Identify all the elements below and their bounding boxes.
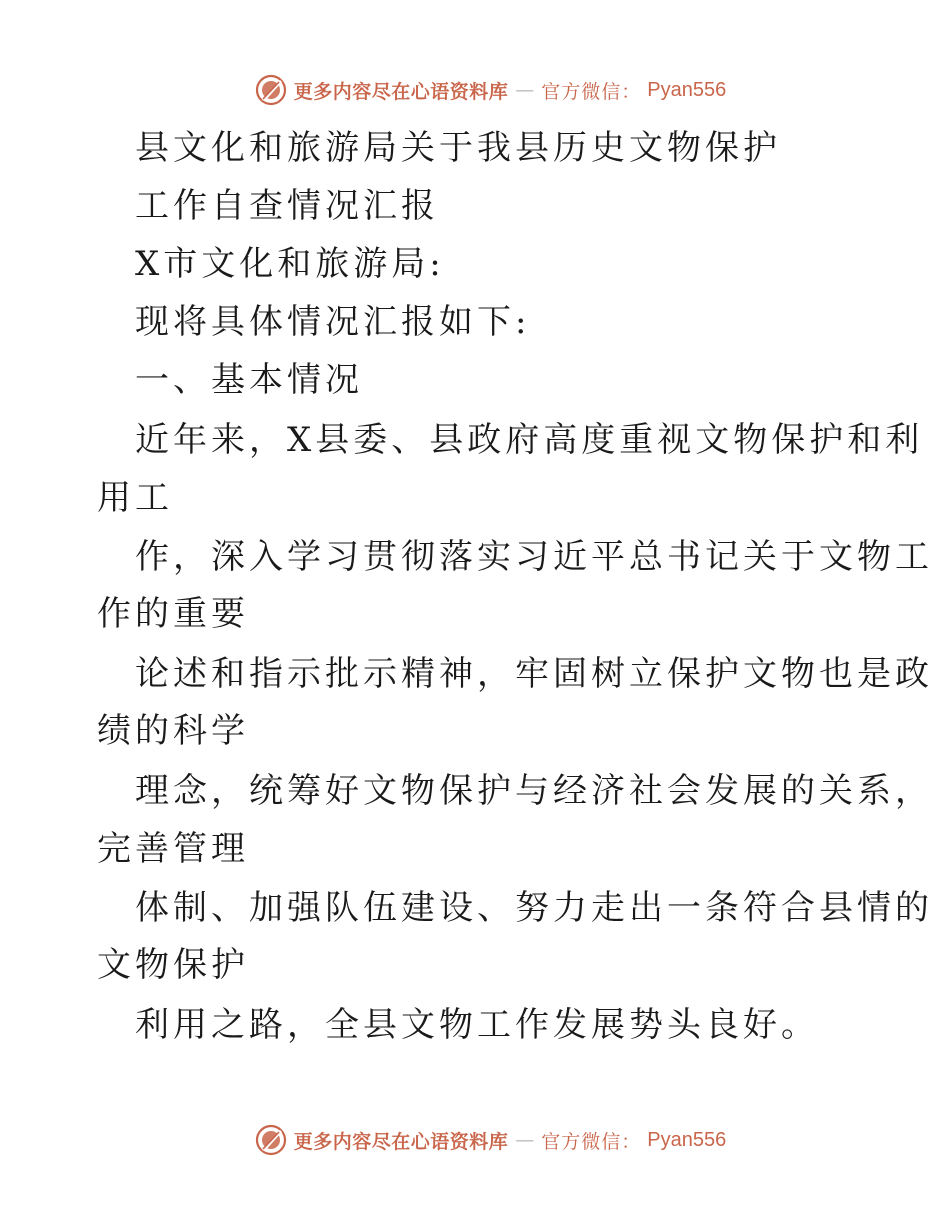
quill-seal-icon	[254, 73, 288, 107]
paragraph-line: 近年来，X县委、县政府高度重视文物保护和利	[135, 420, 924, 460]
section-heading: 一、基本情况	[135, 360, 363, 400]
watermark-brand-text: 更多内容尽在心语资料库	[293, 80, 509, 103]
paragraph-line: 作，深入学习贯彻落实习近平总书记关于文物工	[135, 537, 933, 577]
document-title-line-2: 工作自查情况汇报	[135, 186, 439, 226]
watermark-official-label: 官方微信：	[541, 80, 642, 103]
paragraph-line: 论述和指示批示精神，牢固树立保护文物也是政	[135, 654, 933, 694]
watermark-banner-bottom	[0, 1120, 950, 1160]
paragraph-line: 利用之路，全县文物工作发展势头良好。	[135, 1005, 819, 1045]
document-addressee: X市文化和旅游局:	[135, 244, 445, 284]
watermark-content	[254, 73, 727, 107]
paragraph-line: 作的重要	[97, 594, 249, 634]
watermark-content	[254, 1123, 727, 1157]
paragraph-line: 理念，统筹好文物保护与经济社会发展的关系，	[135, 771, 933, 811]
watermark-brand-text: 更多内容尽在心语资料库	[293, 1130, 509, 1153]
quill-seal-icon	[254, 1123, 288, 1157]
watermark-handle: Pyan556	[647, 1128, 727, 1151]
paragraph-line: 绩的科学	[97, 711, 249, 751]
watermark-dash: —	[515, 79, 535, 101]
watermark-handle: Pyan556	[647, 78, 727, 101]
paragraph-line: 体制、加强队伍建设、努力走出一条符合县情的	[135, 888, 933, 928]
paragraph-line: 用工	[97, 478, 173, 518]
paragraph-line: 完善管理	[97, 829, 249, 869]
watermark-banner-top	[0, 70, 950, 110]
document-title-line-1: 县文化和旅游局关于我县历史文物保护	[135, 128, 781, 168]
paragraph-line: 文物保护	[97, 945, 249, 985]
watermark-official-label: 官方微信：	[541, 1130, 642, 1153]
document-intro: 现将具体情况汇报如下:	[135, 302, 531, 342]
watermark-dash: —	[515, 1129, 535, 1151]
